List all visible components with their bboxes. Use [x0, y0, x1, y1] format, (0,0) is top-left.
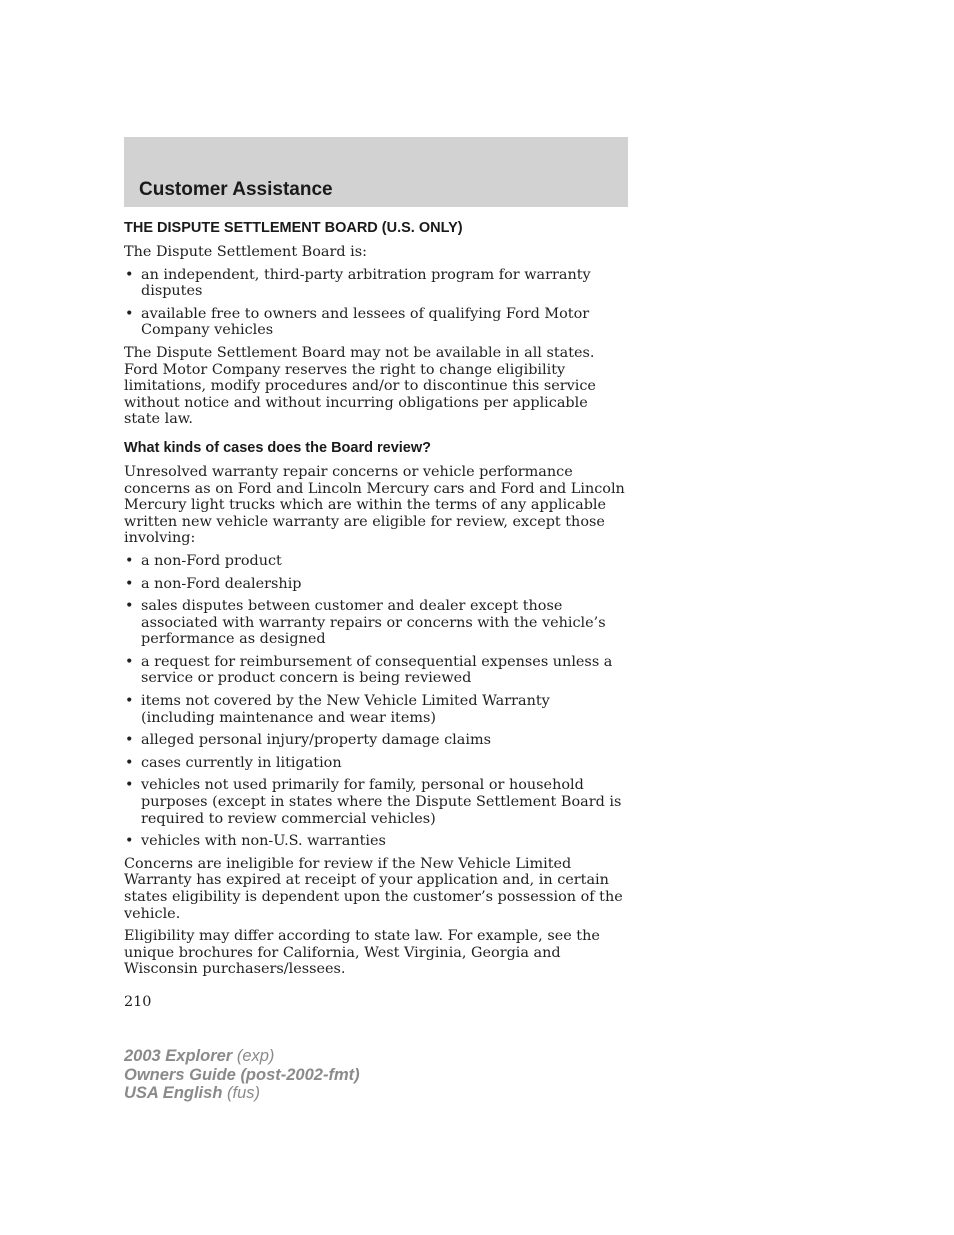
bullet-icon: •	[125, 732, 134, 749]
review-heading: What kinds of cases does the Board review?	[124, 439, 431, 456]
review-intro: Unresolved warranty repair concerns or vehicle performance concerns as on Ford and Lincoln Mercury cars and Ford and Lincoln Mercury light trucks which are within the terms of any applicable written new vehicle warranty are eligible for review, except those involving:	[124, 463, 625, 547]
dispute-board-heading: THE DISPUTE SETTLEMENT BOARD (U.S. ONLY)	[124, 220, 463, 236]
footer-line-model: 2003 Explorer (exp)	[124, 1047, 275, 1065]
bullet-icon: •	[125, 266, 134, 283]
bullet-icon: •	[125, 833, 134, 850]
eligibility-paragraph: Eligibility may differ according to state law. For example, see the unique brochures for California, West Virginia, Georgia and Wisconsin purchasers/lessees.	[124, 928, 600, 978]
section-header-band	[124, 137, 628, 207]
list-item: • cases currently in litigation	[125, 754, 342, 771]
page-number: 210	[124, 993, 152, 1010]
ineligible-paragraph: Concerns are ineligible for review if the New Vehicle Limited Warranty has expired at receipt of your application and, in certain states eligibility is dependent upon the customer’s possession of the vehicle.	[124, 855, 623, 922]
availability-paragraph: The Dispute Settlement Board may not be available in all states. Ford Motor Company reserves the right to change eligibility limitations, modify procedures and/or to discontinue this service without notice and without incurring obligations per applicable state law.	[124, 344, 596, 428]
dispute-board-intro: The Dispute Settlement Board is:	[124, 244, 368, 260]
bullet-icon: •	[125, 653, 134, 670]
bullet-icon: •	[125, 575, 134, 592]
exclusions-list	[124, 553, 628, 850]
bullet-icon: •	[125, 598, 134, 615]
footer-line-language: USA English (fus)	[124, 1084, 260, 1103]
bullet-icon: •	[125, 754, 134, 771]
bullet-icon: •	[125, 552, 134, 569]
list-item: • vehicles with non-U.S. warranties	[125, 833, 386, 850]
list-item: • vehicles not used primarily for family, personal or household purposes (except in states where the Dispute Settlement Board is required to review commercial vehicles)	[125, 777, 622, 827]
list-item: • sales disputes between customer and dealer except those associated with warranty repairs or concerns with the vehicle’s performance as designed	[125, 598, 606, 648]
list-item: • a non-Ford product	[125, 552, 282, 569]
list-item: • available free to owners and lessees of qualifying Ford Motor Company vehicles	[125, 305, 590, 339]
document-footer	[124, 1047, 360, 1103]
bullet-icon: •	[125, 305, 134, 322]
page-content	[124, 219, 628, 1011]
dispute-board-bullets	[124, 267, 628, 339]
list-item: • items not covered by the New Vehicle Limited Warranty (including maintenance and wear items)	[125, 693, 550, 726]
list-item: • a non-Ford dealership	[125, 575, 302, 592]
list-item: • a request for reimbursement of consequential expenses unless a service or product concern is being reviewed	[125, 653, 613, 687]
footer-line-guide: Owners Guide (post-2002-fmt)	[124, 1065, 360, 1084]
list-item: • alleged personal injury/property damage claims	[125, 732, 491, 749]
bullet-icon: •	[125, 777, 134, 794]
bullet-icon: •	[125, 693, 134, 710]
section-title: Customer Assistance	[139, 179, 333, 200]
list-item: • an independent, third-party arbitration program for warranty disputes	[125, 266, 591, 300]
